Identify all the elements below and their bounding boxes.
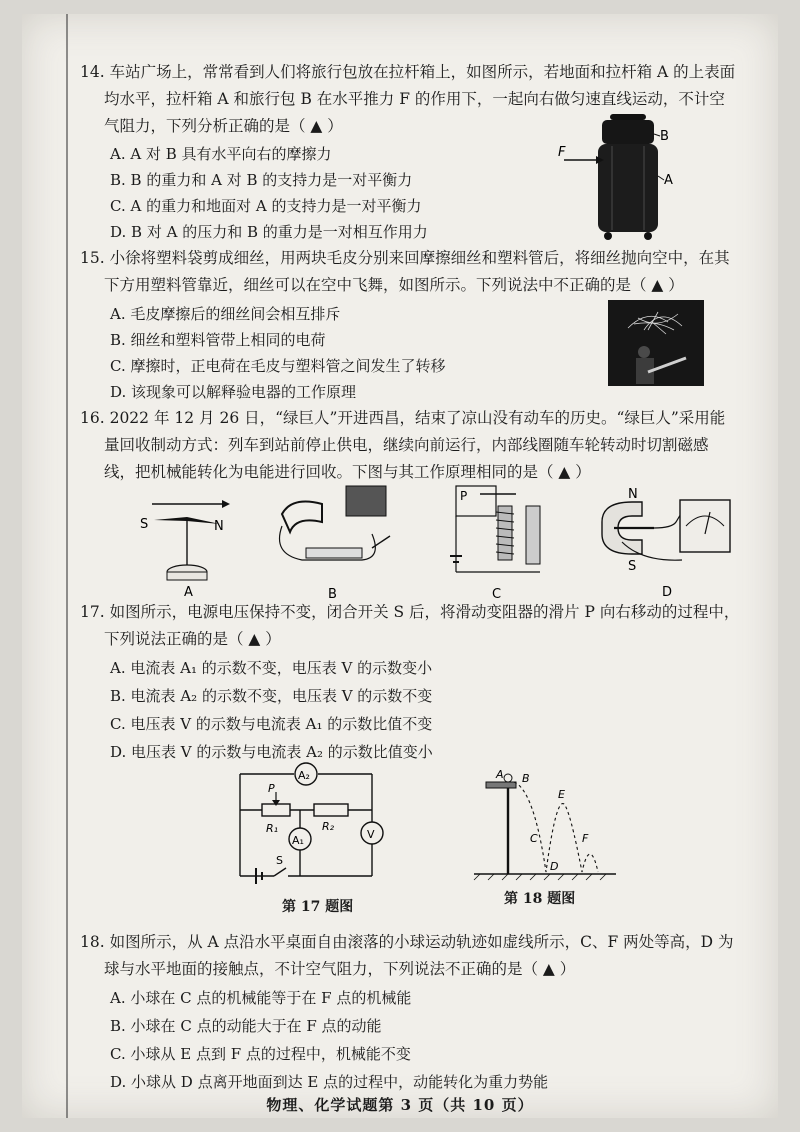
pole-s: S	[628, 559, 637, 574]
fig-label-b: B	[328, 587, 337, 602]
q16-line-1: 16. 2022 年 12 月 26 日，“绿巨人”开进西昌，结束了凉山没有动车的历史。“绿巨人”采用能	[80, 409, 726, 427]
person	[638, 346, 650, 358]
fig-label-d: D	[662, 585, 673, 600]
q15-option-c: C. 摩擦时，正电荷在毛皮与塑料管之间发生了转移	[110, 357, 446, 375]
q18-caption: 第 18 题图	[504, 891, 576, 907]
q18-option-d: D. 小球从 D 点离开地面到达 E 点的过程中，动能转化为重力势能	[110, 1073, 549, 1091]
ball	[504, 774, 512, 782]
wheel	[604, 232, 612, 240]
force-label: F	[558, 145, 566, 160]
q14-line-1: 14. 车站广场上，常常看到人们将旅行包放在拉杆箱上，如图所示，若地面和拉杆箱 A 的上表面	[80, 63, 736, 81]
point-b: B	[522, 772, 530, 785]
galvanometer	[680, 500, 730, 552]
pole-n: N	[628, 487, 638, 502]
q18-option-b: B. 小球在 C 点的动能大于在 F 点的动能	[110, 1017, 382, 1035]
v-label: V	[367, 828, 375, 841]
battery-pack	[346, 486, 386, 516]
magnet	[282, 502, 322, 532]
q17-line-2: 下列说法正确的是（ ▲ ）	[104, 630, 281, 648]
q17-option-d: D. 电压表 V 的示数与电流表 A₂ 的示数比值变小	[110, 743, 433, 761]
point-d: D	[550, 860, 559, 873]
q15-line-2: 下方用塑料管靠近，细丝可以在空中飞舞，如图所示。下列说法中不正确的是（ ▲ ）	[104, 276, 684, 294]
r2-label: R₂	[322, 820, 335, 833]
q17-caption: 第 17 题图	[282, 899, 354, 915]
q15-line-1: 15. 小徐将塑料袋剪成细丝，用两块毛皮分别来回摩擦细丝和塑料管后，将细丝抛向空中，在其	[80, 249, 730, 267]
q15-option-d: D. 该现象可以解释验电器的工作原理	[110, 383, 357, 401]
point-a: A	[496, 770, 504, 781]
page-footer: 物理、化学试题第 3 页（共 10 页）	[266, 1096, 534, 1114]
slider-p-label: P	[268, 782, 275, 795]
switch-s	[274, 868, 286, 876]
q16-figure-c	[436, 476, 566, 604]
point-c: C	[530, 832, 538, 845]
q14-option-b: B. B 的重力和 A 对 B 的支持力是一对平衡力	[110, 171, 413, 189]
binding-margin-line	[66, 14, 68, 1118]
q14-line-2: 均水平，拉杆箱 A 和旅行包 B 在水平推力 F 的作用下，一起向右做匀速直线运动，不计空	[104, 90, 725, 108]
q18-option-a: A. 小球在 C 点的机械能等于在 F 点的机械能	[110, 989, 412, 1007]
travel-bag-b	[602, 120, 654, 144]
q16-figure-d	[592, 482, 742, 602]
a1-label: A₁	[292, 834, 304, 847]
q14-option-c: C. A 的重力和地面对 A 的支持力是一对平衡力	[110, 197, 422, 215]
q14-line-3: 气阻力，下列分析正确的是（ ▲ ）	[104, 117, 343, 135]
q17-option-c: C. 电压表 V 的示数与电流表 A₁ 的示数比值不变	[110, 715, 433, 733]
bag-handle	[610, 114, 646, 120]
q17-line-1: 17. 如图所示，电源电压保持不变，闭合开关 S 后，将滑动变阻器的滑片 P 向右移动的过程中，	[80, 603, 740, 621]
table-top	[486, 782, 516, 788]
q18-option-c: C. 小球从 E 点到 F 点的过程中，机械能不变	[110, 1045, 411, 1063]
q16-line-3: 线，把机械能转化为电能进行回收。下图与其工作原理相同的是（ ▲ ）	[104, 463, 591, 481]
rail	[306, 548, 362, 558]
resistor-r2	[314, 804, 348, 816]
q14-option-a: A. A 对 B 具有水平向右的摩擦力	[110, 145, 332, 163]
needle-n: N	[214, 519, 224, 534]
q18-line-1: 18. 如图所示，从 A 点沿水平桌面自由滚落的小球运动轨迹如虚线所示，C、F 两处等高，D 为	[80, 933, 734, 951]
bag-label: B	[660, 129, 669, 144]
suitcase-a	[598, 144, 658, 232]
electromagnet	[498, 506, 512, 560]
q14-suitcase-figure	[552, 106, 692, 244]
fig-label-c: C	[492, 587, 502, 602]
wheel	[644, 232, 652, 240]
q17-circuit-figure	[222, 760, 402, 896]
q16-figure-a	[132, 490, 242, 600]
s-label: S	[276, 854, 283, 867]
case-label: A	[664, 173, 673, 188]
q16-figure-b	[262, 474, 402, 604]
q15-option-a: A. 毛皮摩擦后的细丝间会相互排斥	[110, 305, 341, 323]
q17-option-b: B. 电流表 A₂ 的示数不变，电压表 V 的示数不变	[110, 687, 433, 705]
r1-label: R₁	[266, 822, 279, 835]
q15-photo-figure	[608, 300, 704, 386]
q18-trajectory-figure	[470, 770, 620, 886]
label-p: P	[460, 489, 468, 503]
q15-option-b: B. 细丝和塑料管带上相同的电荷	[110, 331, 326, 349]
point-e: E	[558, 788, 565, 801]
q18-line-2: 球与水平地面的接触点，不计空气阻力，下列说法不正确的是（ ▲ ）	[104, 960, 576, 978]
exam-page	[22, 14, 778, 1118]
needle-s: S	[140, 517, 149, 532]
q14-option-d: D. B 对 A 的压力和 B 的重力是一对相互作用力	[110, 223, 428, 241]
a2-label: A₂	[298, 769, 310, 782]
trajectory	[514, 782, 598, 872]
fig-label-a: A	[184, 585, 193, 600]
point-f: F	[582, 832, 589, 845]
q17-option-a: A. 电流表 A₁ 的示数不变，电压表 V 的示数变小	[110, 659, 433, 677]
q16-line-2: 量回收制动方式：列车到站前停止供电，继续向前运行，内部线圈随车轮转动时切割磁感	[104, 436, 709, 454]
